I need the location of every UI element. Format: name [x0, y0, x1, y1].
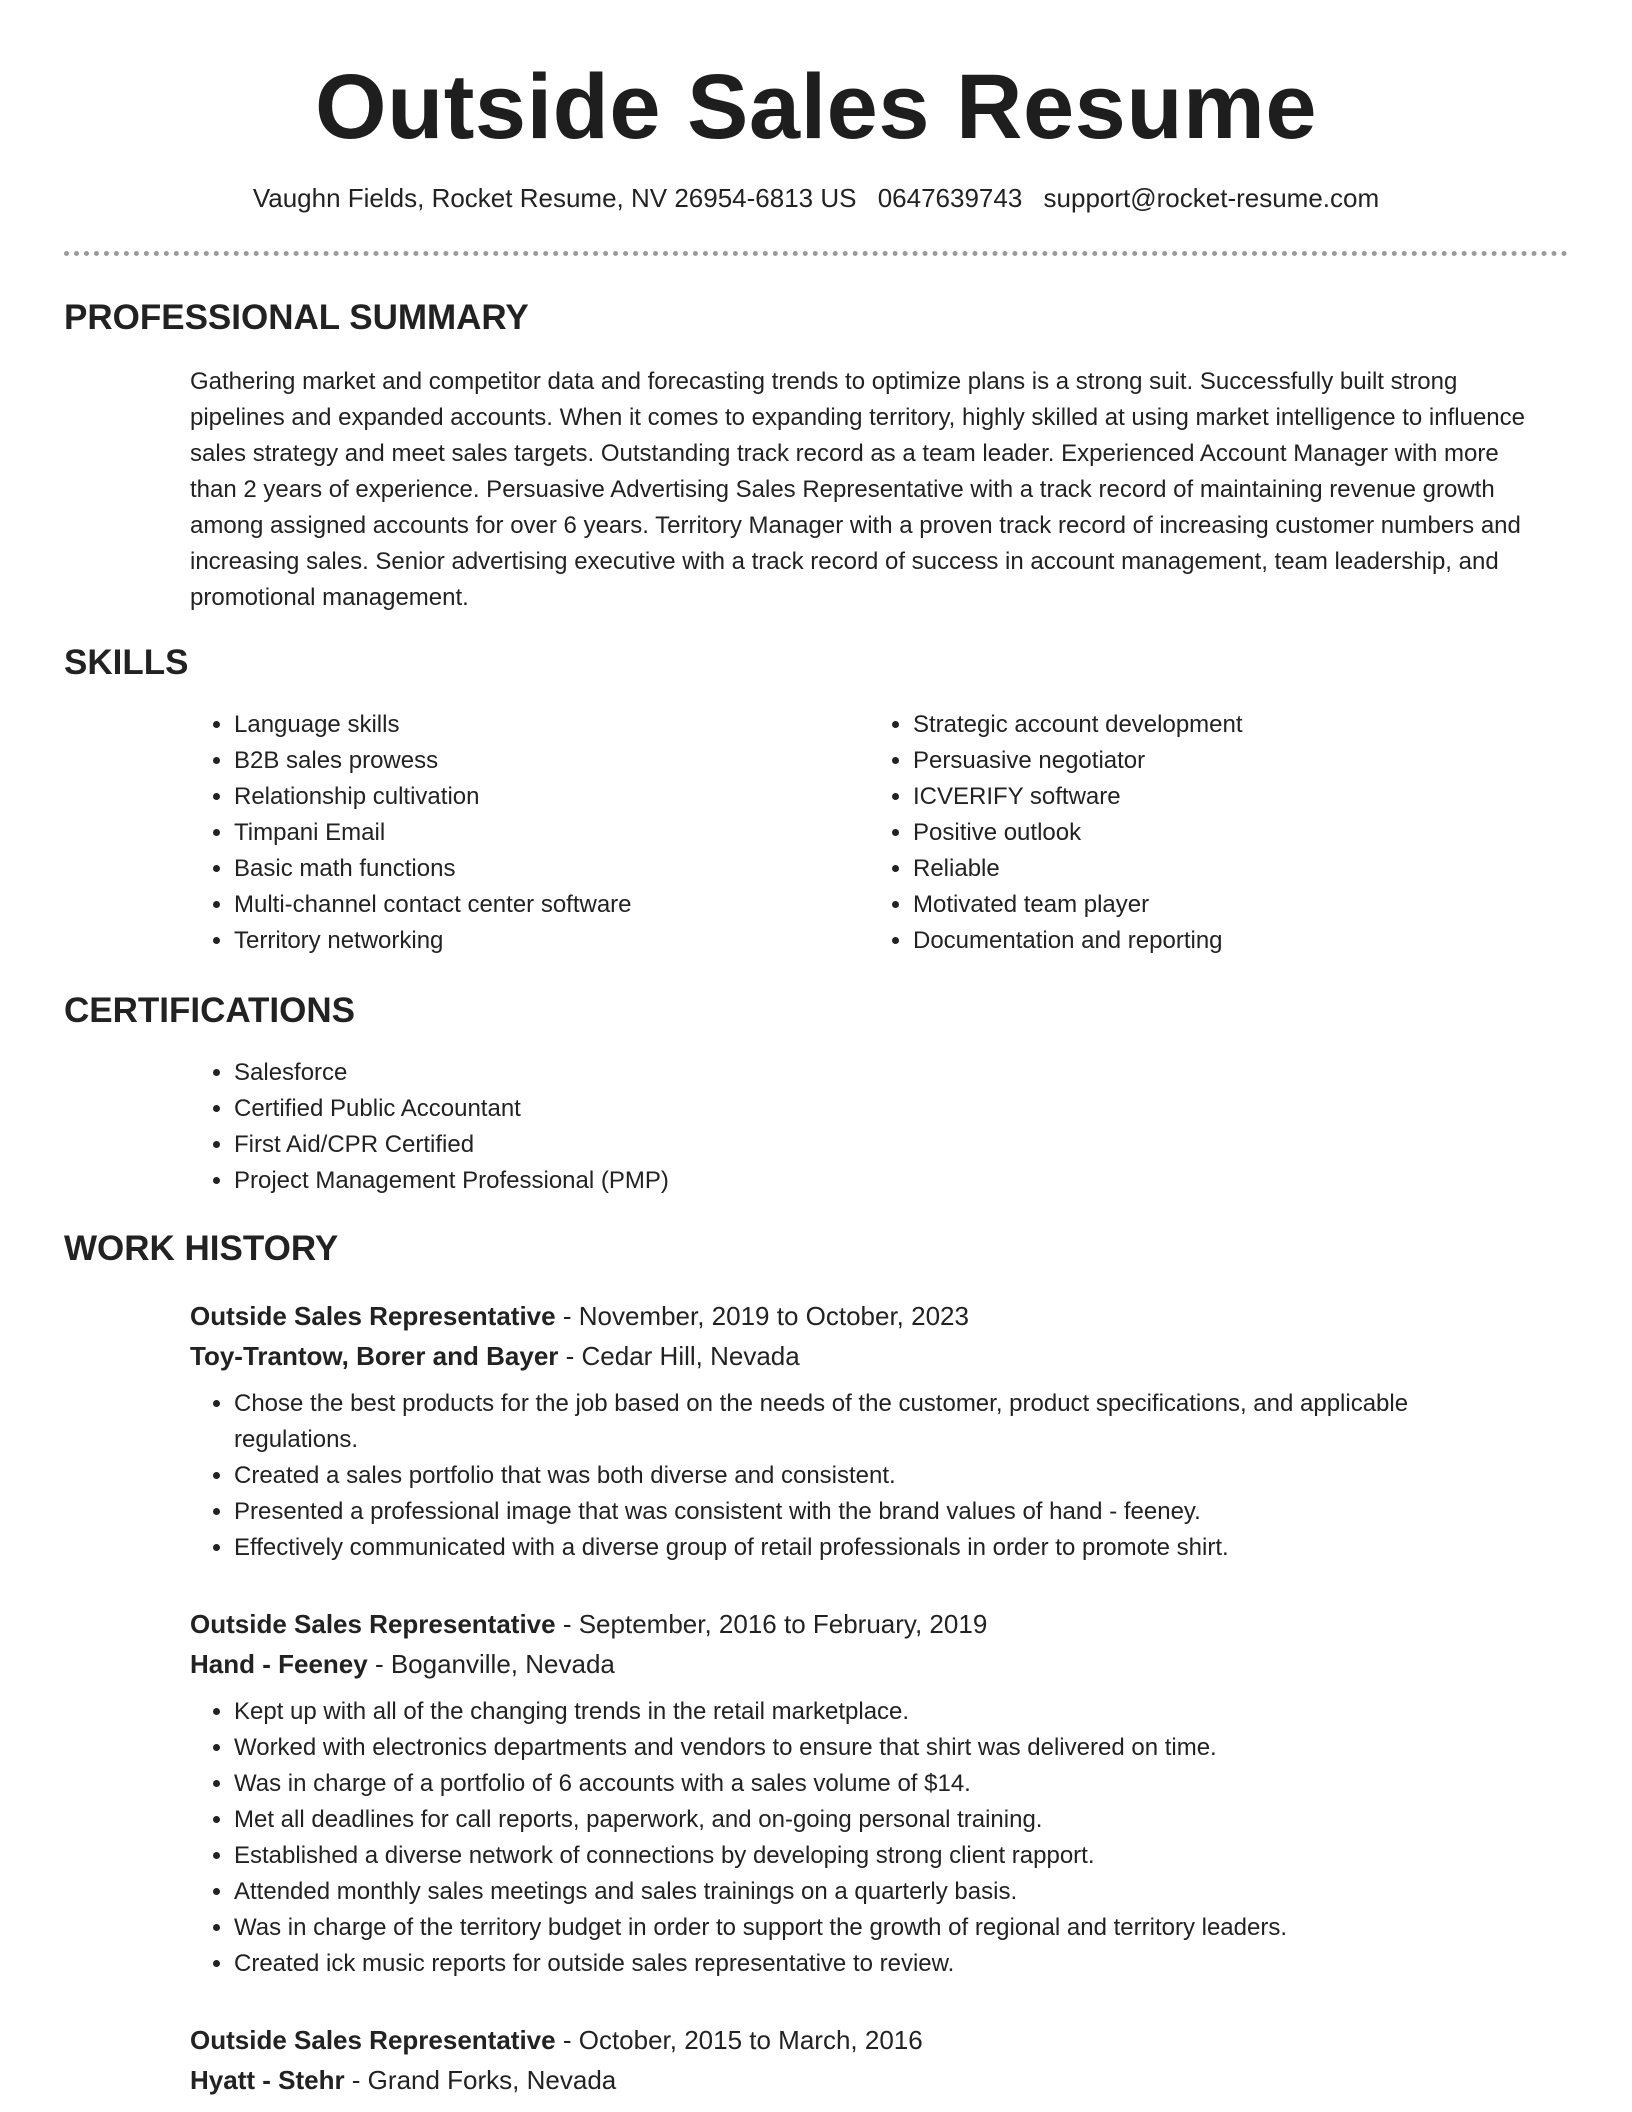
certification-item: • Project Management Professional (PMP)	[234, 1163, 830, 1199]
job-location: - Grand Forks, Nevada	[344, 2065, 617, 2095]
job-dates: - November, 2019 to October, 2023	[555, 1301, 969, 1331]
contact-line	[0, 180, 1632, 216]
job-role: Outside Sales Representative	[190, 1609, 556, 1639]
job-bullet: • Attended monthly sales meetings and sales trainings on a quarterly basis.	[234, 1874, 1490, 1910]
certification-item: • Certified Public Accountant	[234, 1091, 830, 1127]
job-location: - Boganville, Nevada	[367, 1649, 615, 1679]
skill-item: • Basic math functions	[234, 851, 830, 887]
skill-item: • Positive outlook	[913, 815, 1509, 851]
job-company: Hand - Feeney	[190, 1649, 368, 1679]
skill-item: • Documentation and reporting	[913, 923, 1509, 959]
job-entry	[190, 1604, 1490, 1982]
summary-heading: PROFESSIONAL SUMMARY	[64, 298, 529, 337]
job-bullets	[190, 1386, 1490, 1566]
work-history-heading: WORK HISTORY	[64, 1229, 339, 1268]
job-company-line	[190, 1336, 1490, 1376]
skill-item: • Motivated team player	[913, 887, 1509, 923]
job-bullet: • Was in charge of the territory budget in order to support the growth of regional and territory leaders.	[234, 1910, 1490, 1946]
skill-item: • Reliable	[913, 851, 1509, 887]
skills-left-column	[190, 707, 830, 959]
skill-item: • Timpani Email	[234, 815, 830, 851]
job-title-line	[190, 1296, 1490, 1336]
skill-item: • Relationship cultivation	[234, 779, 830, 815]
certifications-list	[190, 1055, 830, 1199]
skills-right-column	[869, 707, 1509, 959]
job-company: Hyatt - Stehr	[190, 2065, 345, 2095]
contact-address: Vaughn Fields, Rocket Resume, NV 26954-6813 US	[252, 183, 857, 213]
job-bullet: • Was in charge of a portfolio of 6 accounts with a sales volume of $14.	[234, 1766, 1490, 1802]
job-company: Toy-Trantow, Borer and Bayer	[190, 1341, 559, 1371]
job-bullet: • Kept up with all of the changing trends in the retail marketplace.	[234, 1694, 1490, 1730]
job-company-line	[190, 1644, 1490, 1684]
job-title-line	[190, 2020, 1490, 2060]
job-entry	[190, 2020, 1490, 2100]
certification-item: • Salesforce	[234, 1055, 830, 1091]
job-role: Outside Sales Representative	[190, 2025, 556, 2055]
contact-email: support@rocket-resume.com	[1043, 183, 1380, 213]
certification-item: • First Aid/CPR Certified	[234, 1127, 830, 1163]
job-bullet: • Chose the best products for the job based on the needs of the customer, product specifications, and applicable regulations.	[234, 1386, 1490, 1458]
job-bullets	[190, 1694, 1490, 1982]
job-bullet: • Created ick music reports for outside sales representative to review.	[234, 1946, 1490, 1982]
job-entry	[190, 1296, 1490, 1566]
skill-item: • ICVERIFY software	[913, 779, 1509, 815]
contact-phone: 0647639743	[877, 183, 1023, 213]
skills-right-list	[869, 707, 1509, 959]
job-dates: - October, 2015 to March, 2016	[555, 2025, 923, 2055]
certifications-list-wrap	[190, 1055, 830, 1199]
skills-left-list	[190, 707, 830, 959]
header-divider	[64, 251, 1568, 256]
summary-text: Gathering market and competitor data and forecasting trends to optimize plans is a strong suit. Successfully built strong pipelines and expanded accounts. When it comes to expanding territory, highly skilled at using market intelligence to influence sales strategy and meet sales targets. Outstanding track record as a team leader. Experienced Account Manager with more than 2 years of experience. Persuasive Advertising Sales Representative with a track record of maintaining revenue growth among assigned accounts for over 6 years. Territory Manager with a proven track record of increasing customer numbers and increasing sales. Senior advertising executive with a track record of success in account management, team leadership, and promotional management.	[190, 368, 1525, 611]
skill-item: • B2B sales prowess	[234, 743, 830, 779]
resume-title: Outside Sales Resume	[315, 56, 1317, 158]
job-bullet: • Met all deadlines for call reports, paperwork, and on-going personal training.	[234, 1802, 1490, 1838]
skill-item: • Territory networking	[234, 923, 830, 959]
job-bullet: • Created a sales portfolio that was both diverse and consistent.	[234, 1458, 1490, 1494]
skills-heading: SKILLS	[64, 643, 189, 682]
job-bullet: • Effectively communicated with a diverse group of retail professionals in order to promote shirt.	[234, 1530, 1490, 1566]
job-bullet: • Presented a professional image that was consistent with the brand values of hand - feeney.	[234, 1494, 1490, 1530]
job-title-line	[190, 1604, 1490, 1644]
job-role: Outside Sales Representative	[190, 1301, 556, 1331]
job-company-line	[190, 2060, 1490, 2100]
job-bullet: • Established a diverse network of connections by developing strong client rapport.	[234, 1838, 1490, 1874]
job-bullet: • Worked with electronics departments and vendors to ensure that shirt was delivered on time.	[234, 1730, 1490, 1766]
certifications-heading: CERTIFICATIONS	[64, 991, 356, 1030]
skill-item: • Strategic account development	[913, 707, 1509, 743]
job-dates: - September, 2016 to February, 2019	[555, 1609, 988, 1639]
skill-item: • Language skills	[234, 707, 830, 743]
job-location: - Cedar Hill, Nevada	[558, 1341, 800, 1371]
skill-item: • Multi-channel contact center software	[234, 887, 830, 923]
skill-item: • Persuasive negotiator	[913, 743, 1509, 779]
